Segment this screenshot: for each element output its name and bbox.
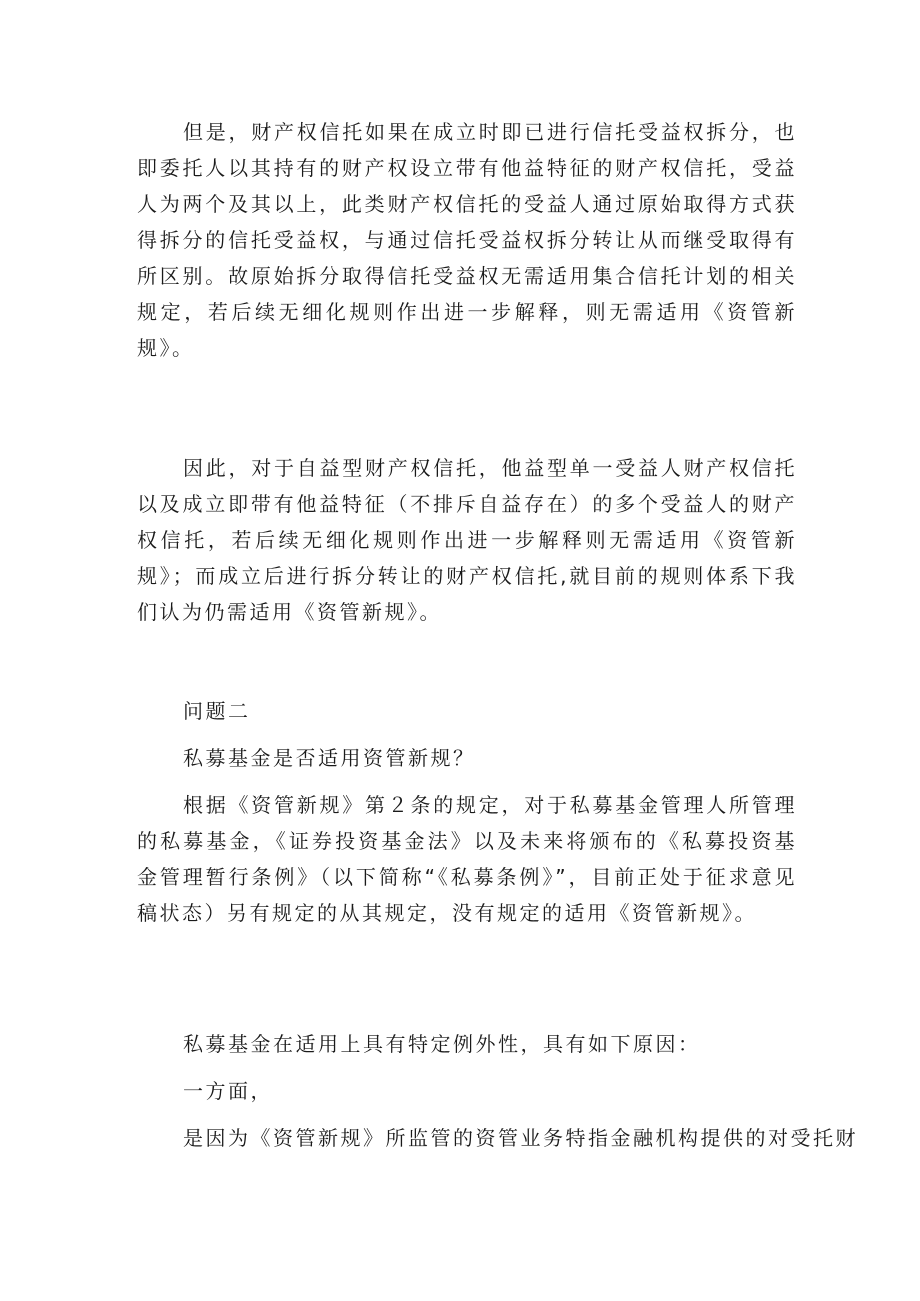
section-heading-question-2: 问题二 [183,699,251,723]
paragraph-exception-reasons: 私募基金在适用上具有特定例外性，具有如下原因： [183,1032,701,1056]
paragraph-on-one-hand: 一方面， [183,1079,273,1103]
paragraph-conclusion: 因此，对于自益型财产权信托，他益型单一受益人财产权信托以及成立即带有他益特征（不排斥自益存在）的多个受益人的财产权信托，若后续无细化规则作出进一步解释则无需适用《资管新规》；而成立后进行拆分转让的财产权信托,就目前的规则体系下我们认为仍需适用《资管新规》。 [137,456,797,624]
question-title: 私募基金是否适用资管新规？ [183,746,476,770]
paragraph-reason-text: 是因为《资管新规》所监管的资管业务特指金融机构提供的对受托财 [183,1126,858,1150]
paragraph-article-2: 根据《资管新规》第２条的规定，对于私募基金管理人所管理的私募基金，《证券投资基金法》以及未来将颁布的《私募投资基金管理暂行条例》（以下简称“《私募条例》”，目前正处于征求意见稿状态）另有规定的从其规定，没有规定的适用《资管新规》。 [137,793,797,925]
paragraph-property-trust-split: 但是，财产权信托如果在成立时即已进行信托受益权拆分，也即委托人以其持有的财产权设立带有他益特征的财产权信托，受益人为两个及其以上，此类财产权信托的受益人通过原始取得方式获得拆分的信托受益权，与通过信托受益权拆分转让从而继受取得有所区别。故原始拆分取得信托受益权无需适用集合信托计划的相关规定，若后续无细化规则作出进一步解释，则无需适用《资管新规》。 [137,120,797,360]
